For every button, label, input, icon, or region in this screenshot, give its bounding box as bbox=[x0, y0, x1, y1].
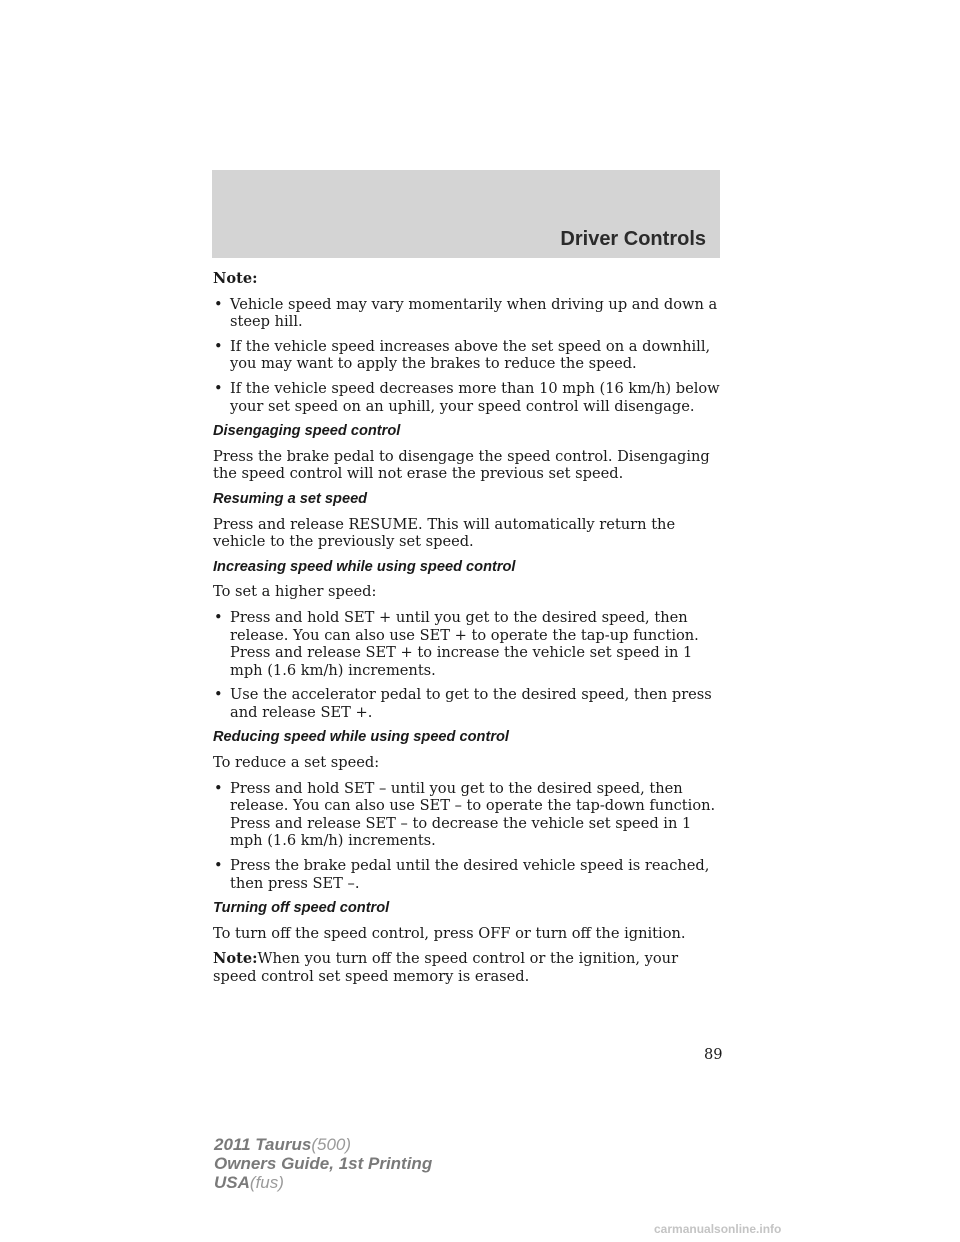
paragraph-reducing-intro: To reduce a set speed: bbox=[213, 754, 380, 772]
bullet-icon: • bbox=[214, 337, 223, 355]
list-item: • Press the brake pedal until the desired vehicle speed is reached, then press SET –. bbox=[214, 857, 710, 892]
footer-line-market: USA(fus) bbox=[214, 1173, 284, 1192]
list-item: • If the vehicle speed increases above the set speed on a downhill, you may want to apply the brakes to reduce the speed. bbox=[214, 337, 711, 373]
note-label: Note: bbox=[213, 270, 258, 287]
paragraph-turning-off-note: Note:When you turn off the speed control or the ignition, your speed control set speed memory is erased. bbox=[213, 950, 679, 985]
page-content bbox=[213, 270, 723, 994]
list-item: • Press and hold SET + until you get to the desired speed, then release. You can also use SET + to operate the tap-up function. Press and release SET + to increase the vehicle set speed in 1 mph (1.6 km/h) increments. bbox=[214, 608, 699, 679]
note-label: Note: bbox=[213, 950, 258, 968]
reducing-bullet-list bbox=[213, 780, 723, 893]
heading-increasing: Increasing speed while using speed control bbox=[213, 558, 516, 575]
paragraph-resuming: Press and release RESUME. This will automatically return the vehicle to the previously set speed. bbox=[213, 515, 676, 551]
heading-turning-off: Turning off speed control bbox=[213, 900, 390, 917]
footer-line-guide: Owners Guide, 1st Printing bbox=[214, 1154, 433, 1173]
heading-reducing: Reducing speed while using speed control bbox=[213, 729, 509, 746]
bullet-icon: • bbox=[214, 686, 223, 704]
list-item: • Press and hold SET – until you get to the desired speed, then release. You can also use SET – to operate the tap-down function. Press and release SET – to decrease the vehicle set speed in 1 mph (1.6 km/h) increments. bbox=[214, 779, 716, 850]
section-title: Driver Controls bbox=[560, 228, 706, 250]
list-item: • Use the accelerator pedal to get to the desired speed, then press and release SET +. bbox=[214, 686, 712, 721]
paragraph-turning-off: To turn off the speed control, press OFF or turn off the ignition. bbox=[213, 924, 686, 942]
bullet-icon: • bbox=[214, 857, 223, 875]
bullet-icon: • bbox=[214, 379, 223, 397]
heading-resuming: Resuming a set speed bbox=[213, 490, 368, 507]
bullet-icon: • bbox=[214, 295, 223, 313]
paragraph-increasing-intro: To set a higher speed: bbox=[213, 583, 377, 601]
section-header-band bbox=[212, 170, 720, 258]
bullet-icon: • bbox=[214, 608, 223, 626]
increasing-bullet-list bbox=[213, 609, 723, 722]
site-watermark: carmanualsonline.info bbox=[654, 1222, 782, 1236]
paragraph-disengaging: Press the brake pedal to disengage the speed control. Disengaging the speed control will not erase the previous set speed. bbox=[213, 447, 710, 483]
list-item: • Vehicle speed may vary momentarily when driving up and down a steep hill. bbox=[214, 295, 718, 331]
bullet-icon: • bbox=[214, 779, 223, 797]
footer-line-model: 2011 Taurus(500) bbox=[214, 1135, 352, 1154]
page-number: 89 bbox=[704, 1046, 723, 1063]
heading-disengaging: Disengaging speed control bbox=[213, 423, 401, 440]
print-footer bbox=[214, 1135, 432, 1192]
note-bullet-list bbox=[213, 296, 723, 416]
list-item: • If the vehicle speed decreases more than 10 mph (16 km/h) below your set speed on an uphill, your speed control will disengage. bbox=[214, 379, 720, 415]
